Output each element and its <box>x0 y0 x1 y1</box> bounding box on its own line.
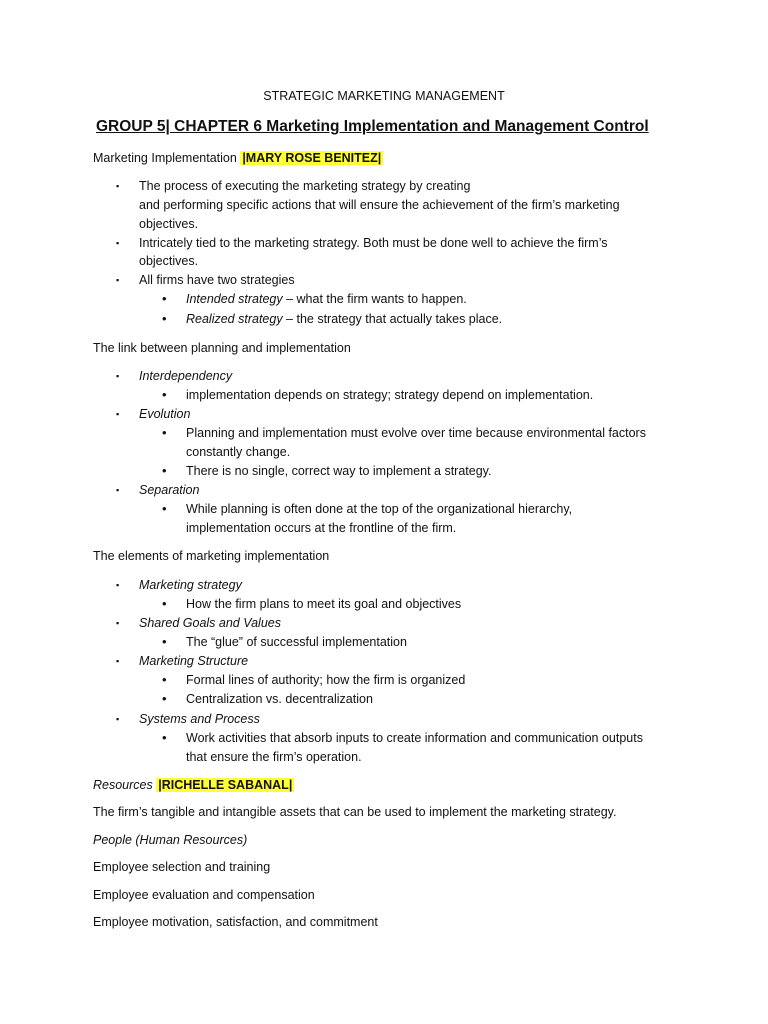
chapter-title: GROUP 5| CHAPTER 6 Marketing Implementation and Management Control <box>96 118 649 135</box>
sub-bullet-text: that ensure the firm’s operation. <box>186 750 362 764</box>
author-tag-highlight: |MARY ROSE BENITEZ| <box>242 151 382 165</box>
bullet-text: objectives. <box>139 217 199 231</box>
bullet-text: The process of executing the marketing strategy by creating <box>139 179 471 193</box>
sub-bullet-text: constantly change. <box>186 445 291 459</box>
square-bullet-icon: ▪ <box>116 371 120 381</box>
round-bullet-icon: • <box>162 387 167 402</box>
section-heading-marketing-implementation: Marketing Implementation |MARY ROSE BENITEZ| <box>93 151 382 165</box>
paragraph: The firm’s tangible and intangible assets that can be used to implement the marketing strategy. <box>93 805 617 819</box>
round-bullet-icon: • <box>162 425 167 440</box>
round-bullet-icon: • <box>162 463 167 478</box>
bullet-text: All firms have two strategies <box>139 273 295 287</box>
document-title: STRATEGIC MARKETING MANAGEMENT <box>263 89 505 103</box>
paragraph: Employee motivation, satisfaction, and commitment <box>93 915 378 929</box>
square-bullet-icon: ▪ <box>116 275 120 285</box>
sub-bullet-text: How the firm plans to meet its goal and objectives <box>186 597 462 611</box>
round-bullet-icon: • <box>162 501 167 516</box>
square-bullet-icon: ▪ <box>116 656 120 666</box>
sub-bullet-text: While planning is often done at the top of the organizational hierarchy, <box>186 502 573 516</box>
bullet-text: objectives. <box>139 254 199 268</box>
round-bullet-icon: • <box>162 596 167 611</box>
sub-bullet-text: Formal lines of authority; how the firm is organized <box>186 673 466 687</box>
square-bullet-icon: ▪ <box>116 181 120 191</box>
round-bullet-icon: • <box>162 691 167 706</box>
square-bullet-icon: ▪ <box>116 485 120 495</box>
section-heading-elements: The elements of marketing implementation <box>93 549 330 563</box>
term-label: Shared Goals and Values <box>139 616 281 630</box>
sub-bullet-text: Centralization vs. decentralization <box>186 692 373 706</box>
sub-bullet-text: The “glue” of successful implementation <box>186 635 407 649</box>
square-bullet-icon: ▪ <box>116 714 120 724</box>
round-bullet-icon: • <box>162 730 167 745</box>
sub-bullet-text: implementation occurs at the frontline of the firm. <box>186 521 457 535</box>
square-bullet-icon: ▪ <box>116 409 120 419</box>
sub-bullet-text: Planning and implementation must evolve over time because environmental factors <box>186 426 646 440</box>
paragraph: Employee selection and training <box>93 860 271 874</box>
term-label: Marketing Structure <box>139 654 249 668</box>
round-bullet-icon: • <box>162 291 167 306</box>
sub-bullet-text: implementation depends on strategy; strategy depend on implementation. <box>186 388 594 402</box>
subheading-people: People (Human Resources) <box>93 833 248 847</box>
term-label: Evolution <box>139 407 191 421</box>
term-label: Separation <box>139 483 200 497</box>
section-heading-resources: Resources |RICHELLE SABANAL| <box>93 778 293 792</box>
sub-bullet-text: There is no single, correct way to implement a strategy. <box>186 464 492 478</box>
round-bullet-icon: • <box>162 311 167 326</box>
sub-bullet-text: Work activities that absorb inputs to create information and communication outputs <box>186 731 643 745</box>
bullet-text: and performing specific actions that will ensure the achievement of the firm’s marketing <box>139 198 620 212</box>
bullet-text: Intricately tied to the marketing strategy. Both must be done well to achieve the firm’s <box>139 236 608 250</box>
sub-bullet-text: Intended strategy – what the firm wants to happen. <box>186 292 467 306</box>
term-label: Interdependency <box>139 369 233 383</box>
paragraph: Employee evaluation and compensation <box>93 888 315 902</box>
term-label: Systems and Process <box>139 712 260 726</box>
round-bullet-icon: • <box>162 634 167 649</box>
square-bullet-icon: ▪ <box>116 238 120 248</box>
square-bullet-icon: ▪ <box>116 580 120 590</box>
section-heading-planning-link: The link between planning and implementation <box>93 341 351 355</box>
square-bullet-icon: ▪ <box>116 618 120 628</box>
sub-bullet-text: Realized strategy – the strategy that actually takes place. <box>186 312 503 326</box>
term-label: Marketing strategy <box>139 578 242 592</box>
author-tag-highlight: |RICHELLE SABANAL| <box>158 778 293 792</box>
round-bullet-icon: • <box>162 672 167 687</box>
